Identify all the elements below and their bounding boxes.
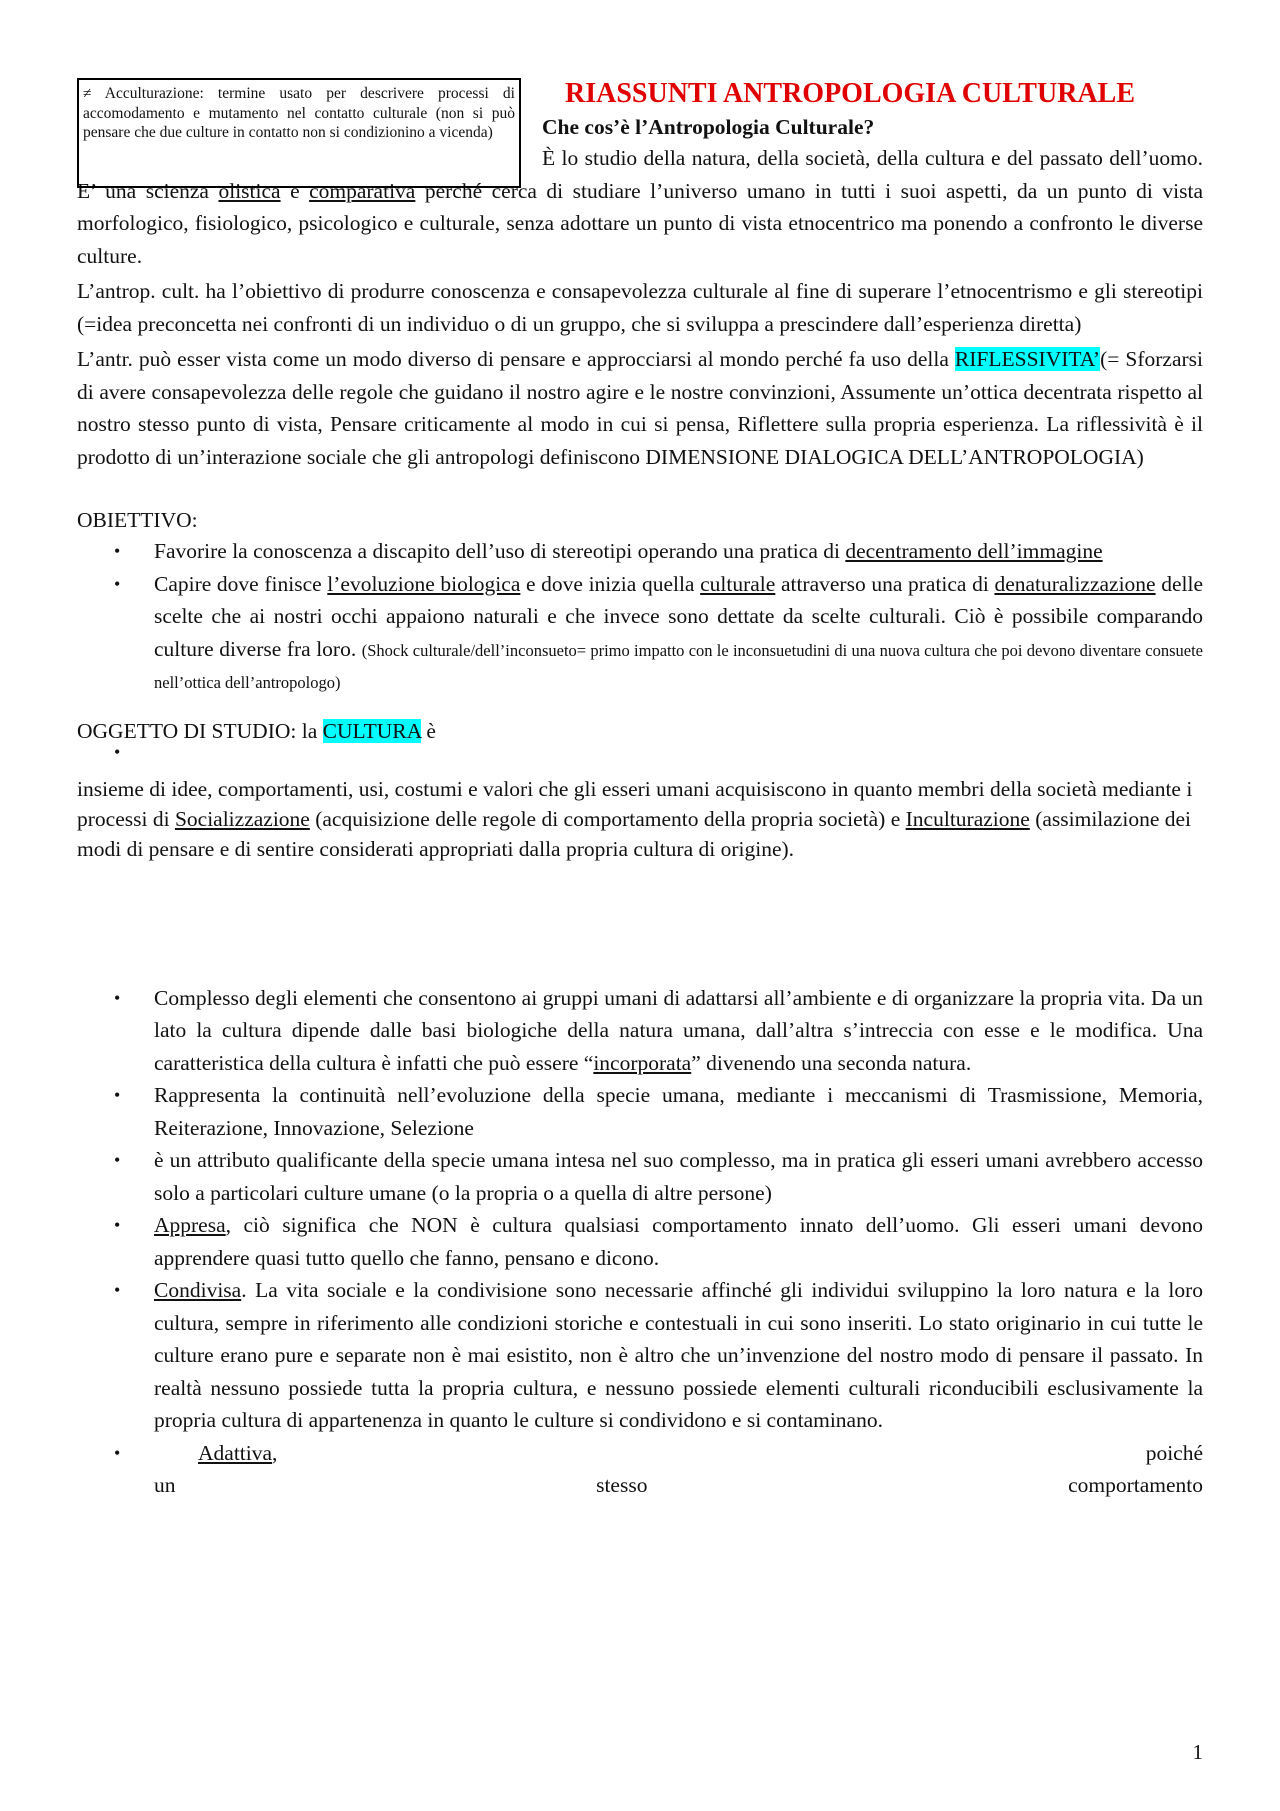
list-item: • Favorire la conoscenza a discapito dell’uso di stereotipi operando una pratica di decentramento dell’immagine — [77, 535, 1203, 568]
shock-culturale-note: (Shock culturale/dell’inconsueto= primo impatto con le inconsuetudini di una nuova cultura che poi devono diventare consuete nell’ottica dell’antropologo) — [154, 640, 1203, 692]
highlight-cultura: CULTURA — [322, 718, 421, 743]
cultura-characteristics-list — [77, 982, 1203, 1502]
bullet-icon: • — [114, 1280, 121, 1300]
list-item: • Condivisa. La vita sociale e la condivisione sono necessarie affinché gli individui sviluppino la loro natura e la loro cultura, sempre in riferimento alle condizioni storiche e contestuali in cui sono inseriti. Lo stato originario in cui tutte le culture erano pure e separate non è mai esistito, non è altro che un’invenzione del nostro modo di pensare il passato. In realtà nessuno possiede tutta la propria cultura, e nessuno possiede elementi culturali riconducibili esclusivamente la propria cultura di appartenenza in quanto le culture si condividono e si contaminano. — [77, 1274, 1203, 1437]
list-item — [77, 1437, 1203, 1502]
cultura-definition: insieme di idee, comportamenti, usi, costumi e valori che gli esseri umani acquisiscono in quanto membri della società mediante i processi di Socializzazione (acquisizione delle regole di comportamento della propria società) e Inculturazione (assimilazione dei modi di pensare e di sentire considerati appropriati dalla propria cultura di origine). — [77, 776, 1193, 861]
underlined-olistica: olistica — [218, 178, 281, 203]
paragraph-objective-antropologia: L’antrop. cult. ha l’obiettivo di produrre conoscenza e consapevolezza culturale al fine di superare l’etnocentrismo e gli stereotipi (=idea preconcetta nei confronti di un individuo o di un gruppo, che si sviluppa a prescindere dall’esperienza diretta) — [77, 279, 1203, 336]
page-number: 1 — [1192, 1740, 1203, 1764]
spacer — [77, 473, 1203, 499]
list-item: • Rappresenta la continuità nell’evoluzione della specie umana, mediante i meccanismi di Trasmissione, Memoria, Reiterazione, Innovazione, Selezione — [77, 1079, 1203, 1144]
bullet-icon: • — [114, 541, 121, 561]
oggetto-heading: OGGETTO DI STUDIO: la CULTURA è — [77, 718, 436, 743]
justified-line: un stesso comportamento — [154, 1473, 1203, 1497]
spacer — [77, 864, 1203, 982]
highlight-riflessivita: RIFLESSIVITA’ — [954, 347, 1101, 371]
justified-line: Adattiva, poiché — [198, 1440, 1203, 1465]
paragraph-riflessivita: L’antr. può esser vista come un modo diverso di pensare e approcciarsi al mondo perché fa uso della RIFLESSIVITA’(= Sforzarsi di avere consapevolezza delle regole che guidano il nostro agire e le nostre convinzioni, Assumente un’ottica decentrata rispetto al nostro stesso punto di vista, Pensare criticamente al modo in cui si pensa, Riflettere sulla propria esperienza. La riflessività è il prodotto di un’interazione sociale che gli antropologi definiscono DIMENSIONE DIALOGICA DELL’ANTROPOLOGIA) — [77, 347, 1203, 469]
obiettivo-heading: OBIETTIVO: — [77, 508, 198, 532]
bullet-icon: • — [114, 573, 121, 594]
empty-bullet-row — [77, 741, 1203, 774]
bullet-icon: • — [114, 987, 121, 1008]
document-title: RIASSUNTI ANTROPOLOGIA CULTURALE — [565, 78, 1135, 109]
intro-paragraph: È lo studio della natura, della società, della cultura e del passato dell’uomo. E’ una scienza olistica e comparativa perché cerca di studiare l’universo umano in tutti i suoi aspetti, da un punto di vista morfologico, fisiologico, psicologico e culturale, senza adottare un punto di vista etnocentrico ma ponendo a confronto le diverse culture. — [77, 146, 1203, 268]
bullet-icon: • — [114, 1085, 121, 1105]
section-subtitle: Che cos’è l’Antropologia Culturale? — [542, 115, 875, 139]
list-item: • è un attributo qualificante della specie umana intesa nel suo complesso, ma in pratica gli esseri umani avrebbero accesso solo a particolari culture umane (o la propria o a quella di altre persone) — [77, 1144, 1203, 1209]
list-item: • Appresa, ciò significa che NON è cultura qualsiasi comportamento innato dell’uomo. Gli esseri umani devono apprendere quasi tutto quello che fanno, pensano e dicono. — [77, 1209, 1203, 1274]
list-item: • Complesso degli elementi che consentono ai gruppi umani di adattarsi all’ambiente e di organizzare la propria vita. Da un lato la cultura dipende dalle basi biologiche della natura umana, dall’altra s’intreccia con esse e le modifica. Una caratteristica della cultura è infatti che può essere “incorporata” divenendo una seconda natura. — [77, 982, 1203, 1080]
acculturazione-note-box — [77, 78, 521, 188]
document-page — [77, 76, 1203, 1502]
note-text: ≠ Acculturazione: termine usato per descrivere processi di accomodamento e mutamento nel contatto culturale (non si può pensare che due culture in contatto non si condizionino a vicenda) — [83, 85, 515, 141]
bullet-icon: • — [114, 1215, 121, 1235]
obiettivo-list — [77, 535, 1203, 698]
list-item: • Capire dove finisce l’evoluzione biologica e dove inizia quella culturale attraverso una pratica di denaturalizzazione delle scelte che ai nostri occhi appaiono naturali e che invece sono dettate da scelte culturali. Ciò è possibile comparando culture diverse fra loro. (Shock culturale/dell’inconsueto= primo impatto con le inconsuetudini di una nuova cultura che poi devono diventare consuete nell’ottica dell’antropologo) — [77, 568, 1203, 698]
underlined-comparativa: comparativa — [309, 178, 416, 203]
bullet-icon: • — [114, 1442, 121, 1463]
spacer — [77, 698, 1203, 716]
bullet-icon: • — [114, 741, 121, 762]
bullet-icon: • — [114, 1150, 121, 1170]
